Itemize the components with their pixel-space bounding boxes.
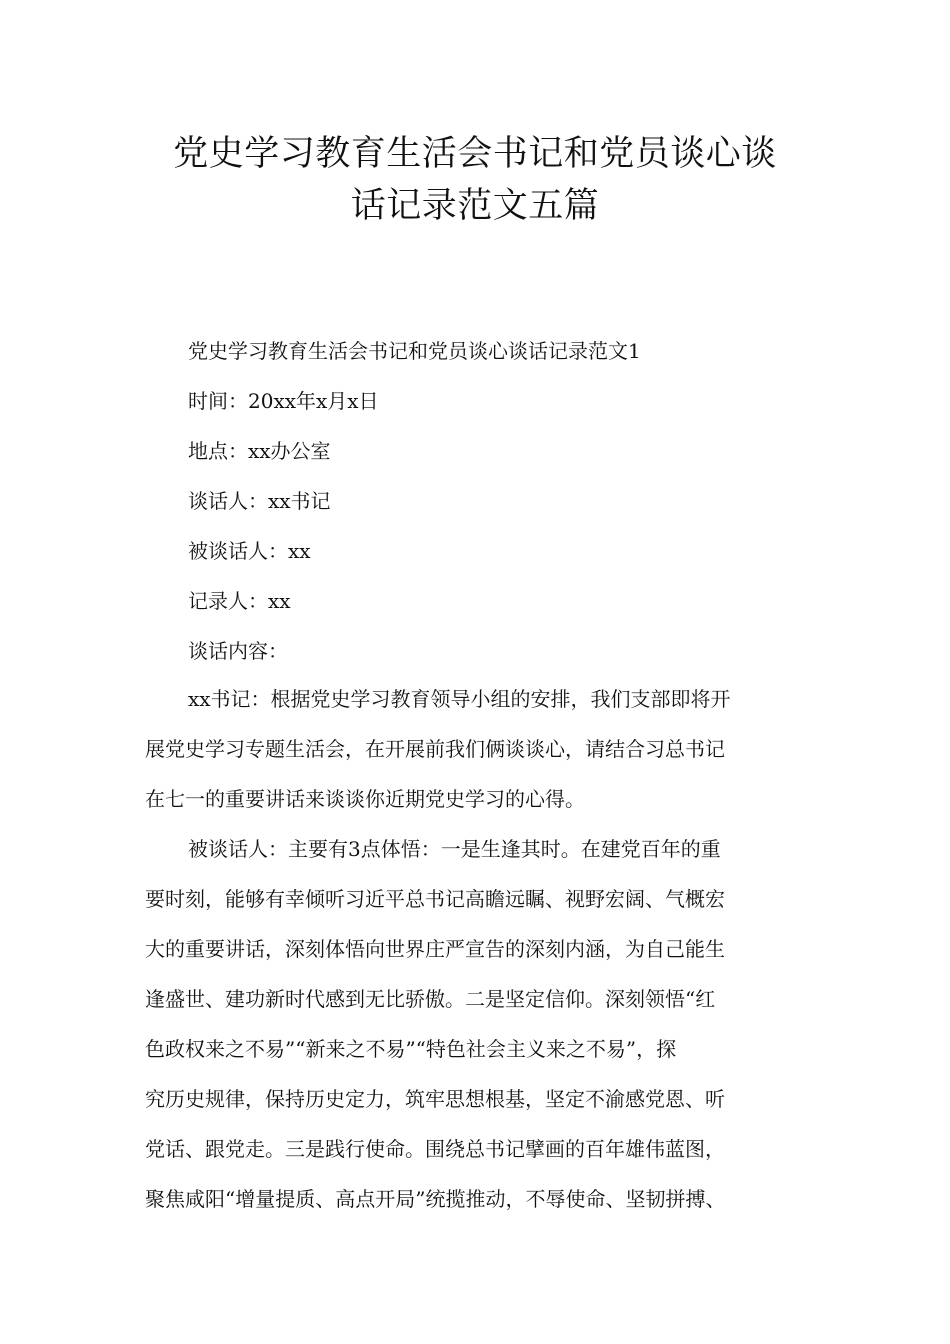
paragraph-line: 展党史学习专题生活会，在开展前我们俩谈谈心，请结合习总书记 [145, 737, 725, 761]
paragraph-line: 聚焦咸阳“增量提质、高点开局”统揽推动，不辱使命、坚韧拼搏、 [145, 1187, 726, 1211]
paragraph-line: 究历史规律，保持历史定力，筑牢思想根基，坚定不渝感党恩、听 [145, 1087, 725, 1111]
meta-interviewee: 被谈话人：xx [188, 539, 311, 563]
meta-time: 时间：20xx年x月x日 [188, 389, 379, 413]
paragraph-secretary [145, 674, 817, 824]
meta-interviewer: 谈话人：xx书记 [188, 489, 331, 513]
paragraph-line: 大的重要讲话，深刻体悟向世界庄严宣告的深刻内涵，为自己能生 [145, 937, 725, 961]
paragraph-interviewee [145, 824, 817, 1224]
paragraph-line: xx书记：根据党史学习教育领导小组的安排，我们支部即将开 [188, 687, 731, 711]
title-line-1: 党史学习教育生活会书记和党员谈心谈 [173, 134, 777, 174]
title-line-2: 话记录范文五篇 [350, 186, 600, 226]
meta-content-label: 谈话内容： [188, 639, 288, 663]
paragraph-line: 党话、跟党走。三是践行使命。围绕总书记擘画的百年雄伟蓝图， [145, 1137, 725, 1161]
meta-location: 地点：xx办公室 [188, 439, 331, 463]
paragraph-line: 色政权来之不易”“新来之不易”“特色社会主义来之不易”，探 [145, 1037, 677, 1061]
paragraph-line: 逢盛世、建功新时代感到无比骄傲。二是坚定信仰。深刻领悟“红 [145, 987, 716, 1011]
document-title [60, 128, 890, 232]
meta-recorder: 记录人：xx [188, 589, 291, 613]
paragraph-line: 被谈话人：主要有3点体悟：一是生逢其时。在建党百年的重 [188, 837, 721, 861]
paragraph-line: 要时刻，能够有幸倾听习近平总书记高瞻远瞩、视野宏阔、气概宏 [145, 887, 725, 911]
section-heading: 党史学习教育生活会书记和党员谈心谈话记录范文1 [188, 339, 641, 363]
paragraph-line: 在七一的重要讲话来谈谈你近期党史学习的心得。 [145, 787, 585, 811]
